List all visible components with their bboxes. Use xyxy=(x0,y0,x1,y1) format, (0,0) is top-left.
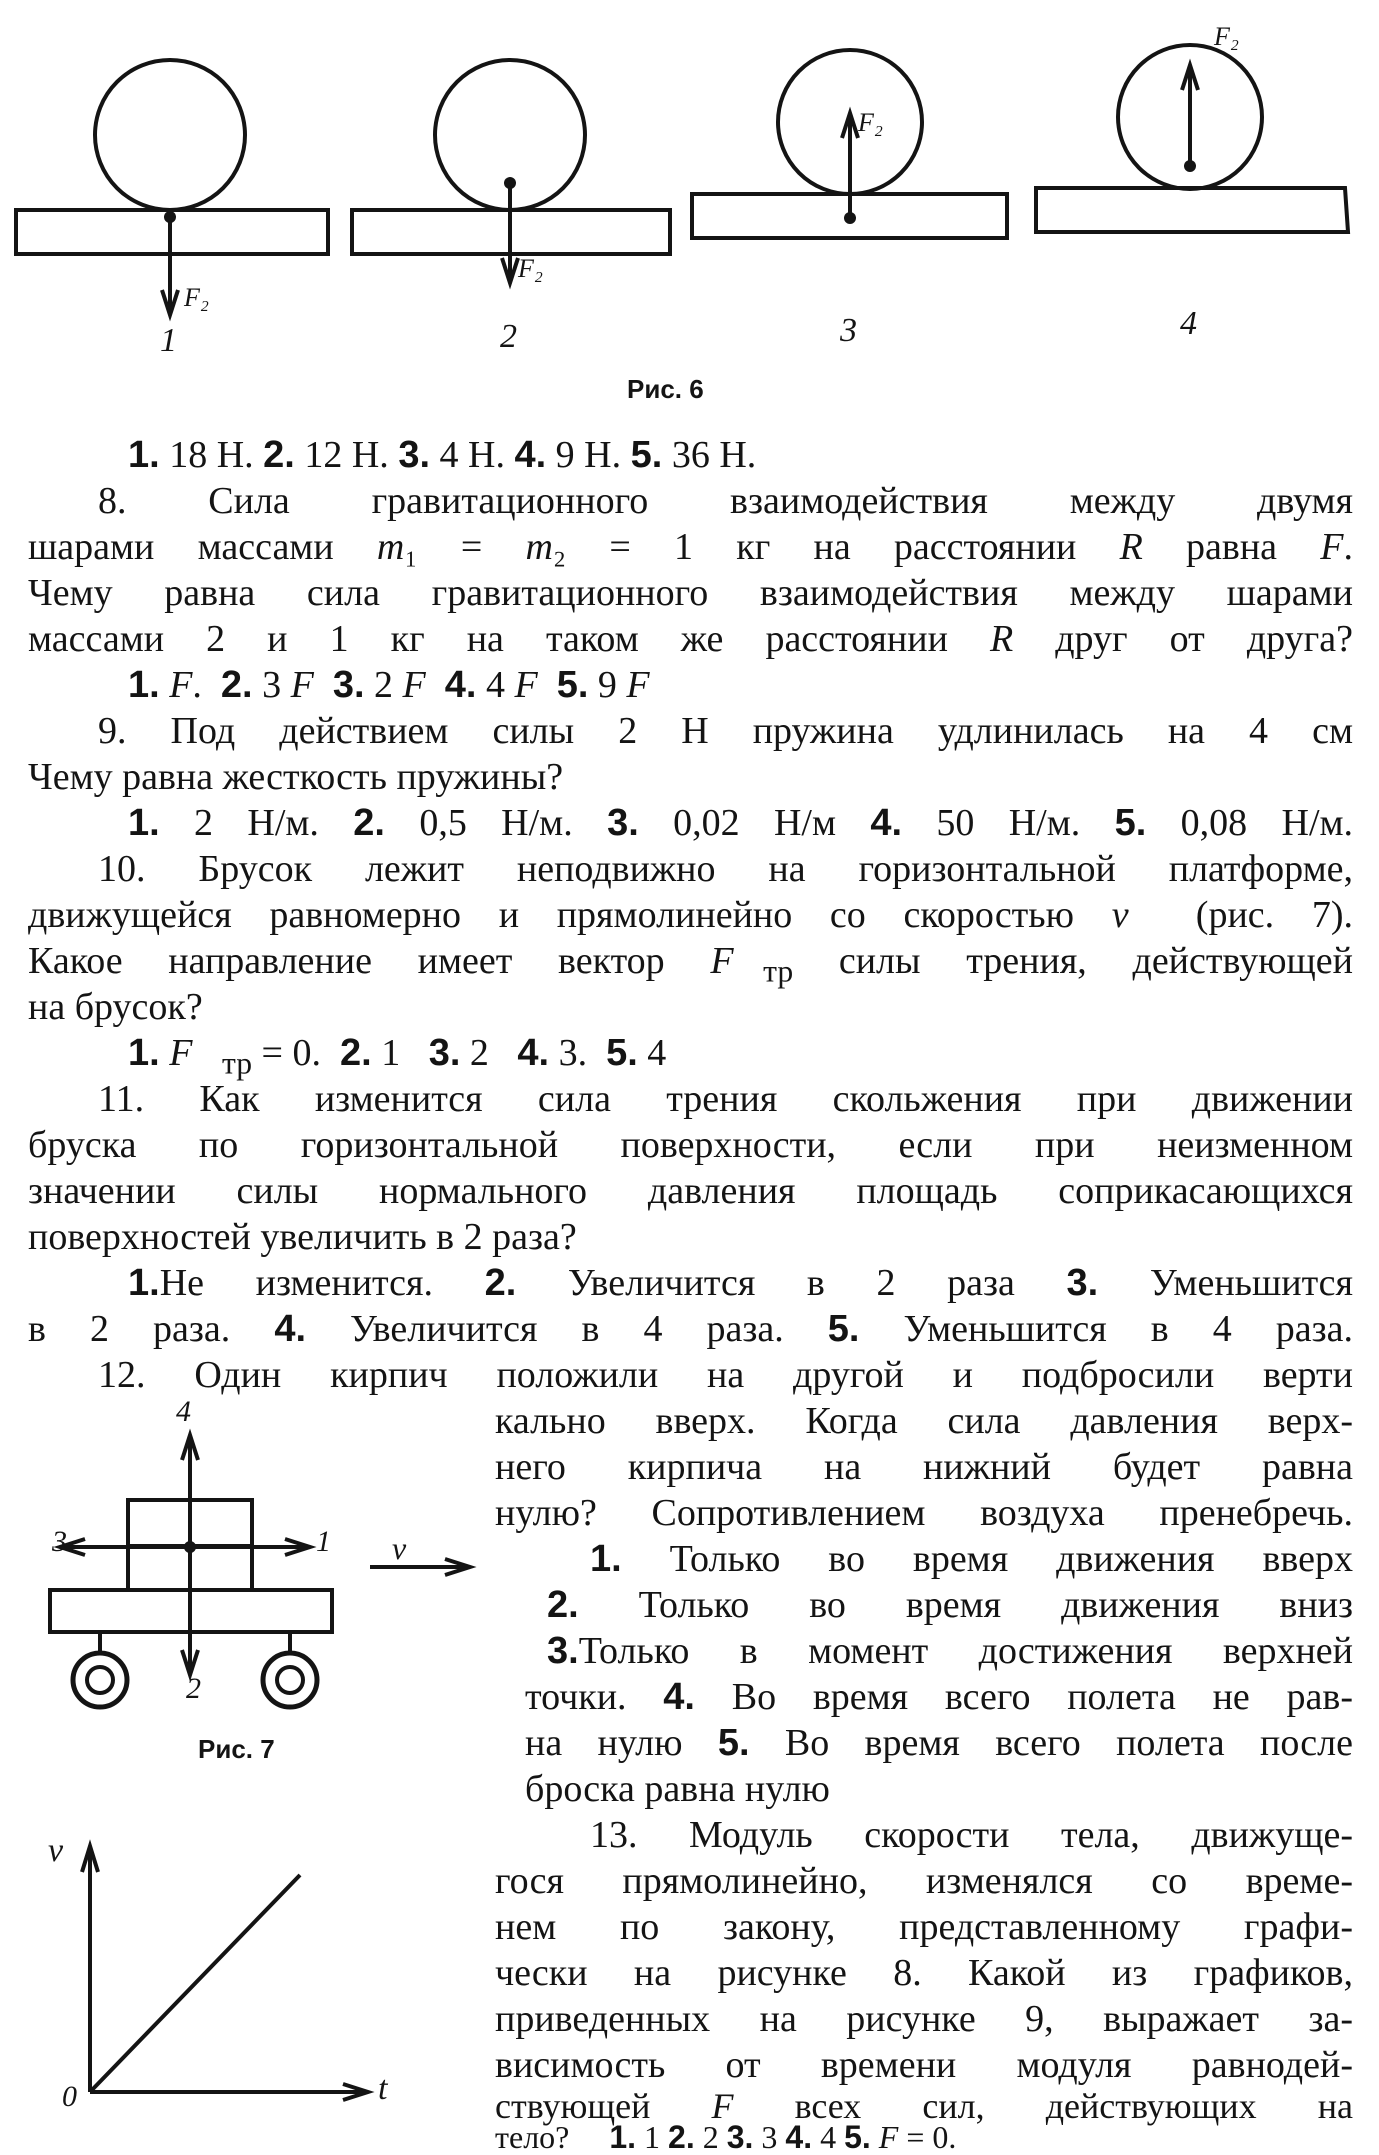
ball-1 xyxy=(95,60,245,210)
q11-line-4: поверхностей увеличить в 2 раза? xyxy=(28,1216,577,1258)
q10-line-1: 10. Брусок лежит неподвижно на горизонтальной платформе, xyxy=(98,848,1353,890)
q8-answers: 1. F. 2. 3 F 3. 2 F 4. 4 F 5. 9 F xyxy=(128,664,650,706)
q13-line-1: 13. Модуль скорости тела, движуще- xyxy=(590,1814,1353,1856)
q11-answers-2: в 2 раза. 4. Увеличится в 4 раза. 5. Уменьшится в 4 раза. xyxy=(28,1308,1353,1350)
force-label-2: F₂ xyxy=(518,254,543,283)
q12-answer-4: точки. 4. Во время всего полета не рав- xyxy=(525,1676,1353,1718)
velocity-line xyxy=(90,1875,300,2092)
figure-7-caption: Рис. 7 xyxy=(198,1734,275,1764)
q12-line-1: 12. Один кирпич положили на другой и подбросили верти xyxy=(98,1354,1353,1396)
support-4 xyxy=(1036,188,1348,232)
q12-line-3: него кирпича на нижний будет равна xyxy=(495,1446,1353,1488)
q13-line-8: тело? 1. 1 2. 2 3. 3 4. 4 5. F = 0. xyxy=(495,2119,957,2155)
fig6-panel-3 xyxy=(692,50,1007,238)
q13-line-5: приведенных на рисунке 9, выражает за- xyxy=(495,1998,1353,2040)
figure-7-drawing xyxy=(0,1395,480,1775)
panel-label-1: 1 xyxy=(160,322,177,359)
wheel-right xyxy=(263,1653,317,1707)
force-label-3: F₂ xyxy=(858,108,883,137)
fig7-label-2: 2 xyxy=(186,1672,201,1705)
q12-answer-1: 1. Только во время движения вверх xyxy=(590,1538,1353,1580)
q8-line-4: массами 2 и 1 кг на таком же расстоянии R друг от друга? xyxy=(28,618,1353,660)
q9-line-2: Чему равна жесткость пружины? xyxy=(28,756,564,798)
q8-line-1: 8. Сила гравитационного взаимодействия между двумя xyxy=(98,480,1353,522)
q13-line-4: чески на рисунке 8. Какой из графиков, xyxy=(495,1952,1353,1994)
q8-line-3: Чему равна сила гравитационного взаимодействия между шарами xyxy=(28,572,1353,614)
q7-answers: 1. 18 Н. 2. 12 Н. 3. 4 Н. 4. 9 Н. 5. 36 Н. xyxy=(128,434,757,476)
wheel-left xyxy=(73,1653,127,1707)
fig8-ylabel: v xyxy=(48,1832,64,1869)
panel-label-2: 2 xyxy=(500,318,517,355)
fig6-panel-4 xyxy=(1036,45,1348,232)
fig7-velocity-label: v⃗ xyxy=(392,1530,432,1566)
q8-line-2: шарами массами m₁ = m₂ = 1 кг на расстоянии R равна F. xyxy=(28,526,1353,568)
fig7-label-3: 3 xyxy=(52,1525,67,1558)
figure-6-caption: Рис. 6 xyxy=(627,374,704,404)
q11-line-1: 11. Как изменится сила трения скольжения при движении xyxy=(98,1078,1353,1120)
fig6-panel-1 xyxy=(16,60,328,315)
q10-line-2: движущейся равномерно и прямолинейно со скоростью v⃗ (рис. 7). xyxy=(28,894,1353,936)
fig6-panel-2 xyxy=(352,60,670,283)
q12-answer-3: 3.Только в момент достижения верхней xyxy=(547,1630,1353,1672)
q13-line-3: нем по закону, представленному графи- xyxy=(495,1906,1353,1948)
force-label-4: F₂ xyxy=(1214,22,1239,51)
q12-answer-2: 2. Только во время движения вниз xyxy=(547,1584,1353,1626)
q9-answers: 1. 2 Н/м. 2. 0,5 Н/м. 3. 0,02 Н/м 4. 50 Н/м. 5. 0,08 Н/м. xyxy=(128,802,1354,844)
fig7-label-1: 1 xyxy=(316,1525,331,1558)
q12-line-4: нулю? Сопротивлением воздуха пренебречь. xyxy=(495,1492,1353,1534)
q11-line-3: значении силы нормального давления площадь соприкасающихся xyxy=(28,1170,1353,1212)
q12-line-2: кально вверх. Когда сила давления верх- xyxy=(495,1400,1353,1442)
q12-answer-5: на нулю 5. Во время всего полета после xyxy=(525,1722,1353,1764)
panel-label-3: 3 xyxy=(840,312,857,349)
q10-line-3: Какое направление имеет вектор $F⃗_{тр}$ силы трения, действующей xyxy=(28,940,1353,989)
force-label-1: F₂ xyxy=(184,283,209,312)
fig8-xlabel: t xyxy=(378,2070,388,2107)
figure-6-drawing xyxy=(0,0,1379,420)
q11-line-2: бруска по горизонтальной поверхности, если при неизменном xyxy=(28,1124,1353,1166)
fig7-label-4: 4 xyxy=(176,1395,191,1428)
q13-line-2: гося прямолинейно, изменялся со време- xyxy=(495,1860,1353,1902)
q13-line-6: висимость от времени модуля равнодей- xyxy=(495,2044,1353,2086)
q10-answers: 1. $F⃗_{тр} = 0$. 2. 1 3. 2 4. 3. 5. 4 xyxy=(128,1032,667,1081)
q13-line-7: ствующей F всех сил, действующих на xyxy=(495,2086,1353,2126)
q12-answer-6: броска равна нулю xyxy=(525,1768,830,1810)
panel-label-4: 4 xyxy=(1180,305,1197,342)
q11-answers-1: 1.Не изменится. 2. Увеличится в 2 раза 3. Уменьшится xyxy=(128,1262,1354,1304)
fig8-origin: 0 xyxy=(62,2080,77,2113)
q10-line-4: на брусок? xyxy=(28,986,203,1028)
q9-line-1: 9. Под действием силы 2 Н пружина удлинилась на 4 см xyxy=(98,710,1353,752)
